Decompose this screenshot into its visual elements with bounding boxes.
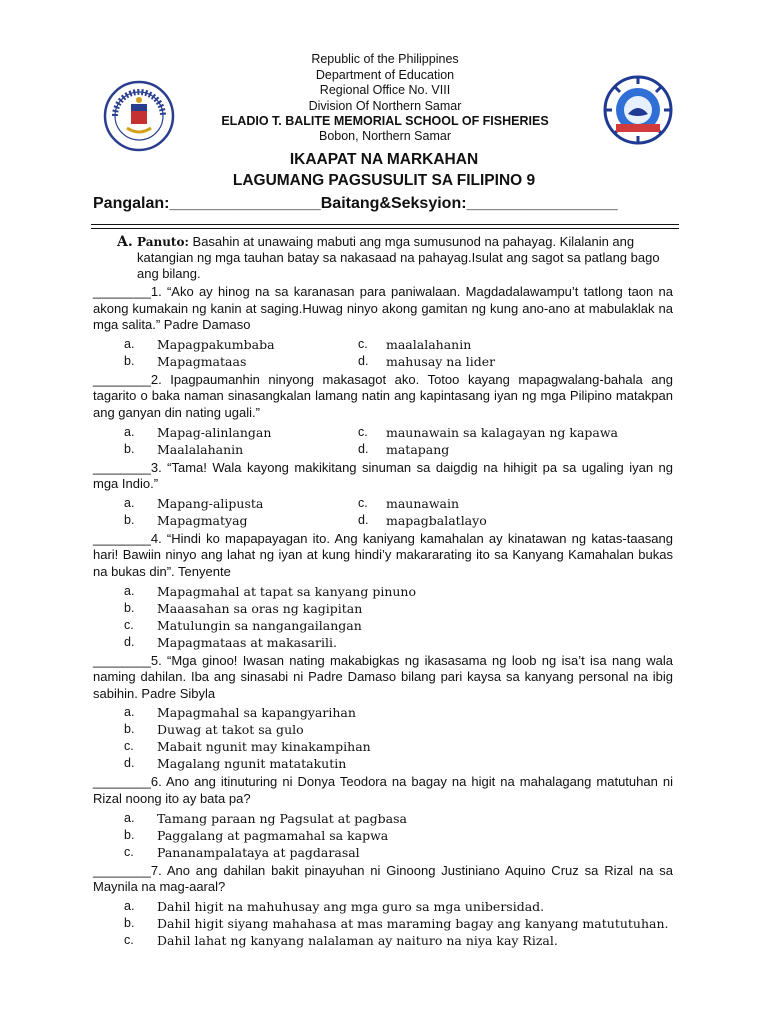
choice-row: [93, 495, 673, 512]
choice-text: Mapag-alinlangan: [157, 424, 272, 440]
question-text: ________4. “Hindi ko mapapayagan ito. Ang kaniyang kamahalan ay kinatawan ng katas-taasang hari! Bawiin ninyo ang lahat ng iyan at kung hindi’y makararating ito sa Kanyang Kamahalan bukas na bukas din”. Tenyente: [93, 530, 673, 579]
choice-letter: d.: [358, 441, 369, 456]
choice-text: Maaasahan sa oras ng kagipitan: [157, 600, 363, 616]
header-line: Regional Office No. VIII: [319, 83, 451, 98]
choice-option: [93, 755, 673, 772]
question-text: ________5. “Mga ginoo! Iwasan nating makabigkas ng ikasasama ng loob ng isa’t isa nang wala naming dahilan. Iba ang sinasabi ni Padre Damaso bilang pari kaysa sa kanyang personal na ibig sabihin. Padre Sibyla: [93, 652, 673, 701]
choice-text: Dahil lahat ng kanyang nalalaman ay naituro na niya kay Rizal.: [157, 932, 558, 948]
choice-letter: b.: [124, 722, 135, 737]
choice-letter: d.: [124, 756, 135, 771]
choice-letter: d.: [358, 353, 369, 368]
choice-text: Mapagmatyag: [157, 512, 248, 528]
choice-option: [358, 495, 459, 512]
choice-text: Dahil higit na mahuhusay ang mga guro sa mga unibersidad.: [157, 898, 545, 914]
choice-option: [358, 424, 618, 441]
choices: [93, 583, 673, 651]
choice-text: mapagbalatlayo: [386, 512, 487, 528]
choice-row: [93, 844, 673, 861]
question-list: [93, 284, 673, 949]
choice-text: Duwag at takot sa gulo: [157, 722, 304, 738]
choice-text: Mapagmahal sa kapangyarihan: [157, 705, 356, 721]
choice-letter: b.: [124, 512, 135, 527]
choices: [93, 810, 673, 861]
choice-option: [358, 336, 471, 353]
choice-text: maunawain: [386, 495, 460, 511]
choice-text: matapang: [386, 441, 450, 457]
choice-letter: a.: [124, 336, 135, 351]
choice-text: Dahil higit siyang mahahasa at mas maraming bagay ang kanyang matututuhan.: [157, 915, 669, 931]
question-text: ________3. “Tama! Wala kayong makikitang sinuman sa daigdig na hihigit pa sa ugaling iyan ng mga Indio.”: [93, 459, 673, 492]
letterhead: [150, 52, 620, 145]
choice-option: [93, 424, 358, 441]
choice-letter: c.: [358, 336, 368, 351]
choice-option: [93, 704, 673, 721]
choices: [93, 336, 673, 370]
choice-row: [93, 441, 673, 458]
choice-option: [93, 617, 673, 634]
choice-option: [93, 844, 673, 861]
choice-option: [93, 336, 358, 353]
choice-option: [93, 583, 673, 600]
school-location: Bobon, Northern Samar: [318, 129, 451, 144]
choice-row: [93, 915, 673, 932]
divider: [91, 224, 679, 225]
question-text: ________2. Ipagpaumanhin ninyong makasagot ako. Totoo kayang mapagwalang-bahala ang tagarito o baka naman sinasangkalan lamang natin ang kapintasang iyan ng mga Pilipino matakpan ang ganyan din nating ugali.”: [93, 371, 673, 420]
header-line: Division Of Northern Samar: [308, 98, 462, 113]
choice-letter: c.: [358, 495, 368, 510]
choice-option: [93, 512, 358, 529]
choice-letter: b.: [124, 353, 135, 368]
choice-row: [93, 827, 673, 844]
header-line: Department of Education: [315, 67, 455, 82]
question-item: [93, 863, 673, 949]
choice-letter: c.: [358, 424, 368, 439]
choice-text: Mapagmataas at makasarili.: [157, 634, 337, 650]
choice-text: Tamang paraan ng Pagsulat at pagbasa: [157, 810, 407, 826]
choice-option: [93, 441, 358, 458]
choice-option: [358, 441, 449, 458]
choice-text: Matulungin sa nangangailangan: [157, 617, 362, 633]
divider: [91, 228, 679, 229]
choice-row: [93, 634, 673, 651]
choice-row: [93, 704, 673, 721]
choice-row: [93, 583, 673, 600]
choice-text: Mapagmataas: [157, 353, 247, 369]
choice-row: [93, 617, 673, 634]
question-text: ________7. Ano ang dahilan bakit pinayuhan ni Ginoong Justiniano Aquino Cruz sa Rizal na sa Maynila na mag-aaral?: [93, 862, 673, 895]
choice-row: [93, 932, 673, 949]
choice-option: [93, 915, 673, 932]
exam-title: LAGUMANG PAGSUSULIT SA FILIPINO 9: [232, 172, 536, 189]
instructions-text: Basahin at unawaing mabuti ang mga sumusunod na pahayag. Kilalanin ang katangian ng mga tauhan batay sa nakasaad na pahayag.Isulat ang sagot sa patlang bago ang bilang.: [137, 234, 660, 281]
choices: [93, 704, 673, 772]
choice-letter: a.: [124, 583, 135, 598]
choice-letter: c.: [124, 844, 134, 859]
question-item: [93, 531, 673, 651]
choices: [93, 495, 673, 529]
choices: [93, 898, 673, 949]
choice-letter: a.: [124, 424, 135, 439]
choice-text: Mapagpakumbaba: [157, 336, 275, 352]
choice-row: [93, 424, 673, 441]
choice-option: [93, 810, 673, 827]
question-item: [93, 460, 673, 529]
choice-text: Magalang ngunit matatakutin: [157, 756, 347, 772]
choice-row: [93, 600, 673, 617]
choice-letter: c.: [124, 739, 134, 754]
choices: [93, 424, 673, 458]
choice-option: [358, 512, 487, 529]
choice-letter: a.: [124, 810, 135, 825]
choice-text: maalalahanin: [386, 336, 472, 352]
choice-option: [358, 353, 495, 370]
part-letter: A.: [117, 234, 133, 250]
question-item: [93, 774, 673, 860]
question-text: ________1. “Ako ay hinog na sa karanasan para paniwalaan. Magdadalawampu’t tatlong taon na akong kumakain ng kanin at saging.Huwag ninyo akong gamitan ng kung ano-ano at mabulaklak na mga salita.” Padre Damaso: [93, 284, 673, 333]
choice-text: Pananampalataya at pagdarasal: [157, 844, 360, 860]
choice-option: [93, 827, 673, 844]
choice-row: [93, 512, 673, 529]
exam-quarter-title: IKAAPAT NA MARKAHAN: [289, 151, 479, 168]
question-item: [93, 372, 673, 458]
choice-option: [93, 600, 673, 617]
choice-letter: b.: [124, 827, 135, 842]
choice-letter: d.: [124, 634, 135, 649]
instructions: [93, 234, 673, 282]
choice-letter: b.: [124, 441, 135, 456]
choice-row: [93, 755, 673, 772]
choice-option: [93, 898, 673, 915]
question-item: [93, 284, 673, 370]
school-name: ELADIO T. BALITE MEMORIAL SCHOOL OF FISHERIES: [221, 114, 549, 129]
choice-option: [93, 495, 358, 512]
choice-text: Mapang-alipusta: [157, 495, 264, 511]
choice-letter: d.: [358, 512, 369, 527]
choice-row: [93, 810, 673, 827]
choice-letter: a.: [124, 898, 135, 913]
choice-text: Mapagmahal at tapat sa kanyang pinuno: [157, 583, 416, 599]
choice-letter: a.: [124, 495, 135, 510]
choice-option: [93, 634, 673, 651]
question-item: [93, 653, 673, 773]
choice-option: [93, 932, 673, 949]
choice-row: [93, 738, 673, 755]
choice-letter: a.: [124, 705, 135, 720]
choice-text: mahusay na lider: [386, 353, 496, 369]
choice-letter: b.: [124, 600, 135, 615]
choice-letter: c.: [124, 617, 134, 632]
choice-letter: c.: [124, 932, 134, 947]
choice-option: [93, 738, 673, 755]
exam-content: [93, 234, 673, 950]
choice-text: maunawain sa kalagayan ng kapawa: [386, 424, 619, 440]
question-text: ________6. Ano ang itinuturing ni Donya Teodora na bagay na higit na mahalagang matutuhan ni Rizal noong ito ay bata pa?: [93, 774, 673, 806]
choice-row: [93, 898, 673, 915]
name-section-row: Pangalan:_________________Baitang&Seksyion:_________________: [93, 195, 618, 212]
choice-text: Maalalahanin: [157, 441, 244, 457]
choice-text: Paggalang at pagmamahal sa kapwa: [157, 827, 389, 843]
choice-row: [93, 336, 673, 353]
choice-option: [93, 353, 358, 370]
choice-text: Mabait ngunit may kinakampihan: [157, 739, 371, 755]
choice-row: [93, 721, 673, 738]
choice-row: [93, 353, 673, 370]
choice-option: [93, 721, 673, 738]
choice-letter: b.: [124, 915, 135, 930]
header-line: Republic of the Philippines: [311, 52, 459, 66]
instructions-label: Panuto:: [137, 235, 189, 249]
